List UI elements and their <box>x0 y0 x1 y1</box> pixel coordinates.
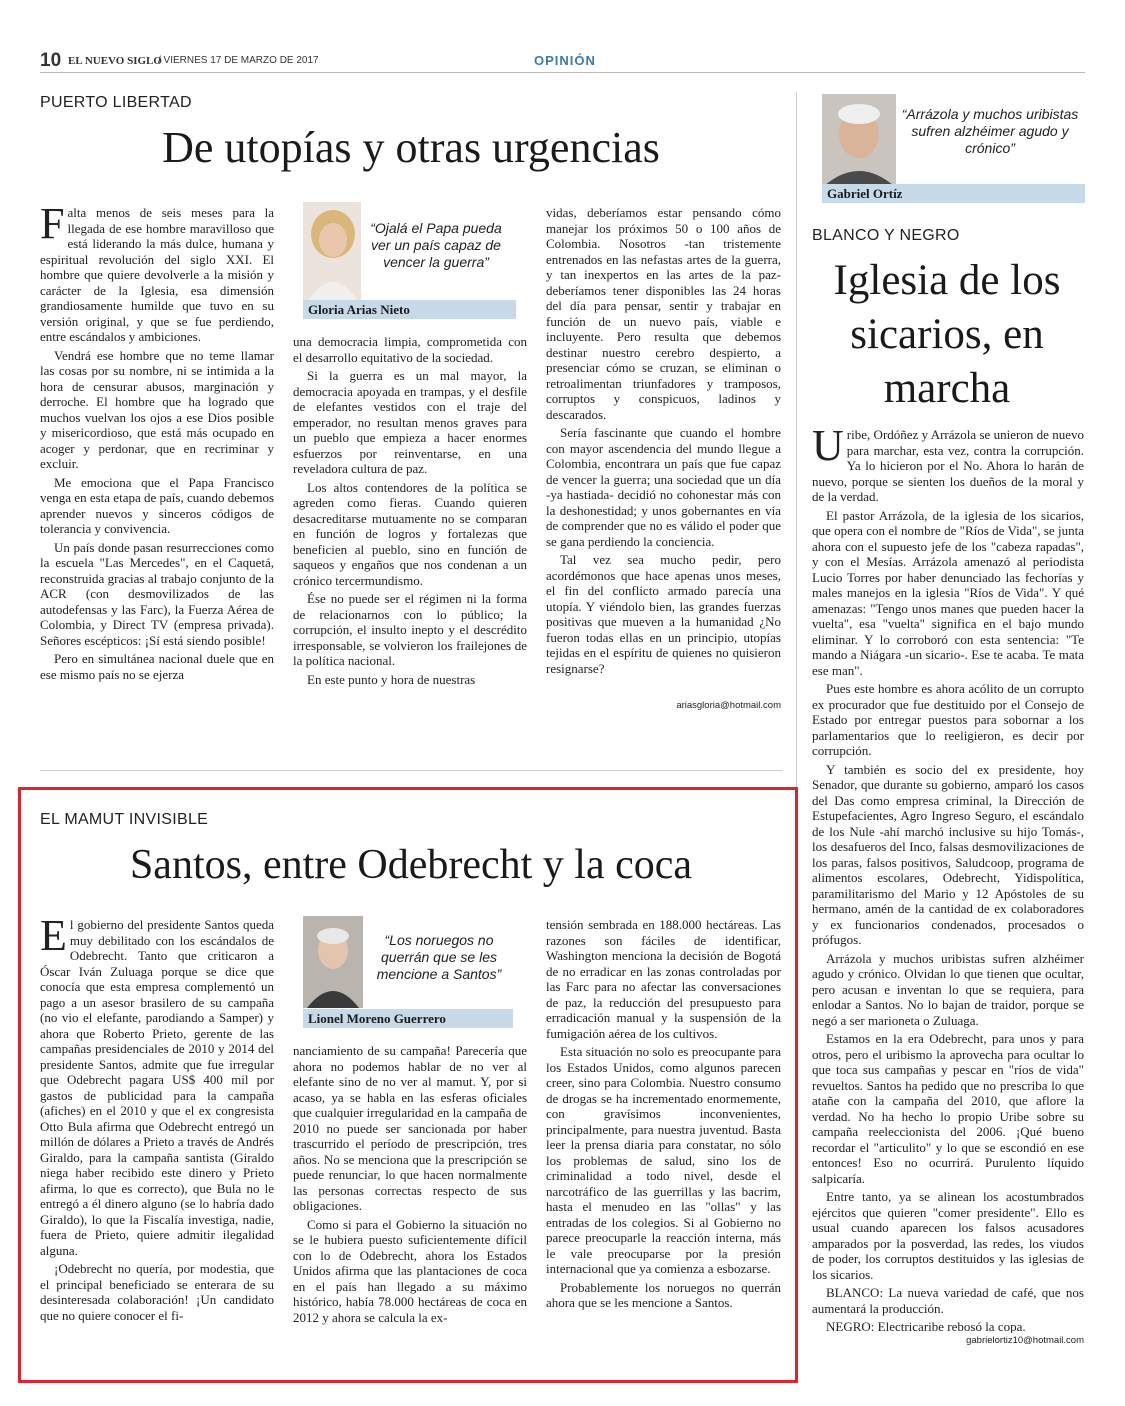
paragraph: Sería fascinante que cuando el hombre con mayor ascendencia del mundo llegue a Colombia, encontrara un país que fue capaz de vencer la guerra; una sociedad que un día -ya hastiada- decidió no cohonestar más con la deshonestidad; y unos gobernantes en vía de comprender que no es válido el poder que se gana perdiendo la conciencia. <box>546 425 781 549</box>
article1-column-3 <box>546 205 781 697</box>
article2-column-3 <box>546 917 781 1359</box>
paragraph: En este punto y hora de nuestras <box>307 671 476 687</box>
paragraph: Entre tanto, ya se alinean los acostumbrados ejércitos que quieren "comer presidente". Ello es usual cuando aparecen los falsos acusadores amparados por la posverdad, las redes, los viudos de poder, los corruptos destituidos y las iglesias de los sicarios. <box>812 1189 1084 1282</box>
article2-pull-quote: “Los noruegos no querrán que se les mencione a Santos” <box>376 932 502 982</box>
article1-email: ariasgloria@hotmail.com <box>676 700 781 711</box>
paragraph: Como si para el Gobierno la situación no se le hubiera puesto suficientemente difícil con lo de Odebrecht, ahora los Estados Unidos afirma que las plantaciones de coca en el país han llegado a su máximo histórico, había 78.000 hectáreas de coca en 2012 y ahora se calcula la ex- <box>293 1216 527 1325</box>
article3-dropcap: U <box>812 427 844 470</box>
paragraph: una democracia limpia, comprometida con el desarrollo equitativo de la sociedad. <box>293 334 527 365</box>
article3-body <box>812 427 1084 1333</box>
paragraph: tensión sembrada en 188.000 hectáreas. Las razones son fáciles de identificar, Washington menciona la decisión de Bogotá de no erradicar en las zonas controladas por las Farc para no afectar las conversaciones de paz, la reducción del presupuesto para erradicación manual y la suspensión de la fumigación aérea de los cultivos. <box>546 917 781 1041</box>
article1-kicker: PUERTO LIBERTAD <box>40 94 192 111</box>
paragraph: ribe, Ordóñez y Arrázola se unieron de nuevo para marchar, esta vez, contra la corrupción. Ya lo hicieron por el No. Ahora lo harán de nuevo, porque se sienten los dueños de la moral y de la verdad. <box>812 427 1084 504</box>
author-photo <box>303 916 363 1008</box>
paragraph: Si la guerra es un mal mayor, la democracia apoyada en trampas, y el desfile de elefantes vestidos con el traje del emperador, no resultan menos graves para un pueblo que empieza a hacer enormes esfuerzos por reinventarse, en una reveladora cultura de paz. <box>293 368 527 476</box>
paragraph: Pero en simultánea nacional duele que en ese mismo país no se ejerza <box>40 651 274 682</box>
paragraph: l gobierno del presidente Santos queda muy debilitado con los escándalos de Odebrecht. Tanto que criticaron a Óscar Iván Zuluaga porque se dice que conocía que esta empresa complementó un pago a un asesor brasilero de su campaña (no vio el elefante, parodiando a Samper) y ahora que Roberto Prieto, gerente de las campañas presidenciales de 2010 y 2014 del presidente Santos, admite que fue irregular que Odebrecht pagara US$ 400 mil por gastos de publicidad para la campaña (afiches) en el 2010 y que el ex congresista Otto Bula afirma que Odebrecht entregó un millón de dólares a Prieto a través de Andrés Giraldo, para la campaña santista (Giraldo niega haber recibido este dinero y Prieto afirma, lo que es correcto), que Bula no le entregó a él dinero alguno (se lo habría dado Giraldo), lo que la Fiscalía investiga, nadie, fuera de Prieto, quiere admitir ilegalidad alguna. <box>40 917 274 1258</box>
issue-date: / VIERNES 17 DE MARZO DE 2017 <box>158 55 319 66</box>
author-photo <box>303 202 361 300</box>
author-photo <box>822 94 896 186</box>
article2-kicker: EL MAMUT INVISIBLE <box>40 811 209 828</box>
author-portrait-icon <box>303 916 363 1008</box>
article3-byline: Gabriel Ortíz <box>822 184 1085 203</box>
paragraph: Los altos contendores de la política se agreden como fieras. Cuando quieren desacreditarse mutuamente no se comparan en función de logros y fortalezas que beneficien al pueblo, sino en función de saqueos y engaños que nos condenan a un crónico tercermundismo. <box>293 479 527 588</box>
paragraph: BLANCO: La nueva variedad de café, que nos aumentará la producción. <box>812 1285 1084 1316</box>
paragraph: Probablemente los noruegos no querrán ahora que se les mencione a Santos. <box>546 1279 781 1310</box>
paragraph: Arrázola y muchos uribistas sufren alzhéimer agudo y crónico. Olvidan lo que tienen que ocultar, pero acusan e inventan lo que se requiera, para enlodar a Santos. No lo bajan de traidor, porque se negó a ser marioneta o Zuluaga. <box>812 950 1084 1028</box>
article1-column-1 <box>40 205 274 715</box>
paragraph: Pues este hombre es ahora acólito de un corrupto ex procurador que fue destituido por el Consejo de Estado por entregar puestos para sobornar a los parlamentarios que lo reeligieron, es decir por corrupción. <box>812 681 1084 758</box>
article3-pull-quote: “Arrázola y muchos uribistas sufren alzhéimer agudo y crónico” <box>901 106 1079 156</box>
paragraph: NEGRO: Electricaribe rebosó la copa. <box>826 1319 1026 1333</box>
paragraph: Vendrá ese hombre que no teme llamar las cosas por su nombre, ni se intimida a la hora de censurar abusos, marginación y derroche. El hombre que ha logrado que muchos vuelvan los ojos a ese Dios posible y misericordioso, que está más ocupado en acoger y perdonar, que en recriminar y excluir. <box>40 347 274 471</box>
paragraph: vidas, deberíamos estar pensando cómo manejar los próximos 50 o 100 años de Colombia. Nosotros -tan tristemente entrenados en las nefastas artes de la guerra, y tan inexpertos en las artes de la paz- deberíamos tener disponibles las 24 horas del día para pensar, sentir y trabajar en función de un nuevo país, viable e incluyente. Pero resulta que debemos destinar nuestro cerebro despierto, a presenciar cómo se cruzan, se eliminan o retroalimentan triunfadores y tramposos, corruptos y conspicuos, ladinos y descarados. <box>546 205 781 422</box>
article-divider <box>40 770 782 771</box>
paragraph: El pastor Arrázola, de la iglesia de los sicarios, que opera con el nombre de "Ríos de Vida", se junta ahora con el supuesto jefe de los "cabeza rapadas", y con el Mesías. Arrázola amenazó al periodista Lucio Torres por haber denunciado las fechorías y males manejos en la iglesia "Ríos de Vida". Y qué amenazas: "Tengo unos manes que pueden hacer la vuelta", esa "vuelta" significa en el bajo mundo eliminar. Y lo corroboró con esta sentencia: "Te mando a Niágara -un sicario-. Ese te acaba. Te mata ese man". <box>812 507 1084 678</box>
article1-pull-quote: “Ojalá el Papa pueda ver un país capaz de vencer la guerra” <box>370 220 502 270</box>
article2-column-1 <box>40 917 274 1357</box>
article2-byline: Lionel Moreno Guerrero <box>303 1009 513 1028</box>
article1-byline: Gloria Arias Nieto <box>303 300 516 319</box>
page-header <box>40 50 1085 73</box>
article2-column-2 <box>293 1043 527 1361</box>
article1-dropcap: F <box>40 205 65 248</box>
article3-email: gabrielortiz10@hotmail.com <box>966 1335 1084 1346</box>
paragraph: nanciamiento de su campaña! Parecería que ahora no podemos hablar de no ver al elefante sino de no ver al mamut. Y, por si acaso, ya se habla en las esferas oficiales que cualquier irregularidad en la campaña de 2010 no puede ser sancionada por haber trascurrido el período de prescripción, tres años. No se menciona que la prescripción se puede renunciar, lo que hacen normalmente las personas correctas respecto de sus obligaciones. <box>293 1043 527 1213</box>
article2-title: Santos, entre Odebrecht y la coca <box>129 842 693 888</box>
newspaper-name: EL NUEVO SIGLO <box>68 55 162 67</box>
paragraph: Tal vez sea mucho pedir, pero acordémonos que hace apenas unos meses, el fin del conflicto armado parecía una utopía. Y viéndolo bien, las grandes fuerzas positivas que mueven a la humanidad ¿No fueron todas ellas en un principio, utopías tejidas en el espíritu de quienes no quisieron resignarse? <box>546 552 781 676</box>
paragraph: Un país donde pasan resurrecciones como la escuela "Las Mercedes", en el Caquetá, reconstruida gracias al trabajo conjunto de la ACR (con desmovilizados de las autodefensas y las Farc), la Fuerza Aérea de Colombia, y Direct TV (empresa privada). Señores escépticos: ¡Sí está siendo posible! <box>40 539 274 648</box>
article2-dropcap: E <box>40 917 67 960</box>
paragraph: Me emociona que el Papa Francisco venga en esta etapa de país, cuando debemos aprender nuevos y sinceros códigos de tolerancia y convivencia. <box>40 474 274 536</box>
page-number: 10 <box>40 50 62 71</box>
article3-title: Iglesia de los sicarios, en marcha <box>833 257 1061 412</box>
paragraph: Y también es socio del ex presidente, hoy Senador, que durante su gobierno, amparó los casos del Das como empresa criminal, la Dirección de Estupefacientes, Agro Ingreso Seguro, el escándalo de los Nule -ahí marchó inclusive su hijo Tomás-, los desafueros del Inco, falsas desmovilizaciones de los paras, falsos positivos, Saludcoop, programa de alimentos escolares, Odebrecht, Yidispolítica, paramilitarismo del Mario y 12 Apóstoles de su hermano, amén de la cantidad de ex colaboradores y ex funcionarios condenados, procesados o prófugos. <box>812 761 1084 947</box>
section-name: OPINIÓN <box>534 53 596 68</box>
article1-title: De utopías y otras urgencias <box>162 123 660 172</box>
article1-column-2 <box>293 334 527 716</box>
author-portrait-icon <box>303 202 361 300</box>
paragraph: alta menos de seis meses para la llegada de ese hombre maravilloso que está liderando la más dulce, humana y espiritual revolución del siglo XXI. El hombre que quiere devolverle a la misión y carácter de la Iglesia, esa dimensión grandiosamente humilde que tuvo en su versión original, y que se fue perdiendo, entre escándalos y ambiciones. <box>40 205 274 344</box>
paragraph: Esta situación no solo es preocupante para los Estados Unidos, como algunos parecen creer, sino para Colombia. Nuestro consumo de drogas se ha incrementado enormemente, con gravísimos inconvenientes, principalmente, para nuestra juventud. Basta leer la prensa diaria para constatar, no sólo los problemas de salud, sino los de criminalidad a todo nivel, desde el narcotráfico de las guerrillas y las bacrim, hasta el menudeo en las "ollas" y las entradas de los colegios. Si al Gobierno no parece preocuparle la reacción interna, más le vale preocuparse por la presión internacional que ya comienza a esbozarse. <box>546 1044 781 1276</box>
paragraph: Estamos en la era Odebrecht, para unos y para otros, pero el uribismo la aprovecha para ocultar lo que toca sus campañas y pescar en "ríos de vida" revueltos. Santos ha pedido que no prescriba lo que atañe con la campaña del 2010, que aflore la verdad. No ha hecho lo propio Uribe sobre su campaña reeleccionista del 2006. ¡Qué bueno recordar el "articulito" y lo que se escondió en ese entonces! Eso no ocurrirá. Purulento líquido salpicaría. <box>812 1031 1084 1186</box>
paragraph: ¡Odebrecht no quería, por modestia, que el principal beneficiado se enterara de su desinteresada colaboración! ¡Un candidato que no quiere conocer el fi- <box>40 1261 274 1323</box>
author-portrait-icon <box>822 94 896 186</box>
paragraph: Ése no puede ser el régimen ni la forma de relacionarnos con lo público; la corrupción, el insulto inepto y el descrédito irresponsable, se volvieron los frailejones de la política nacional. <box>293 591 527 668</box>
article3-kicker: BLANCO Y NEGRO <box>812 227 960 244</box>
